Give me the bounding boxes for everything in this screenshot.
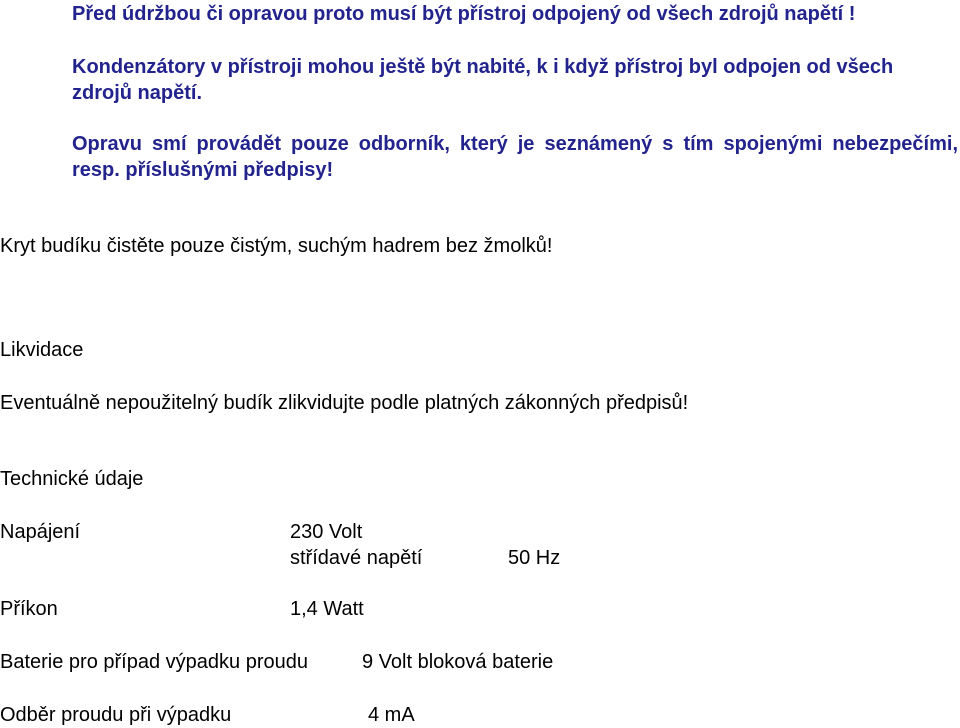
spec-outage-draw-label: Odběr proudu při výpadku xyxy=(0,704,232,726)
spec-consumption-value: 1,4 Watt xyxy=(290,598,364,620)
spec-backup-battery-label: Baterie pro případ výpadku proudu xyxy=(0,651,308,673)
disposal-text: Eventuálně nepoužitelný budík zlikvidujte podle platných zákonných předpisů! xyxy=(0,392,689,414)
spec-power-supply-label: Napájení xyxy=(0,521,81,543)
spec-outage-draw-value: 4 mA xyxy=(368,704,415,726)
specs-heading: Technické údaje xyxy=(0,468,144,490)
spec-power-supply-current-type: střídavé napětí xyxy=(290,547,423,569)
spec-power-supply-voltage: 230 Volt xyxy=(290,521,363,543)
cleaning-note: Kryt budíku čistěte pouze čistým, suchým hadrem bez žmolků! xyxy=(0,235,553,257)
safety-note-repair: Opravu smí provádět pouze odborník, který je seznámený s tím spojenými nebezpečími, resp. příslušnými předpisy! xyxy=(72,133,958,181)
spec-backup-battery-value: 9 Volt bloková baterie xyxy=(362,651,554,673)
spec-power-supply-frequency: 50 Hz xyxy=(508,547,561,569)
spec-consumption-label: Příkon xyxy=(0,598,58,620)
safety-note-capacitors: Kondenzátory v přístroji mohou ještě být nabité, k i když přístroj byl odpojen od všech zdrojů napětí. xyxy=(72,56,894,104)
safety-note-disconnect: Před údržbou či opravou proto musí být přístroj odpojený od všech zdrojů napětí ! xyxy=(72,3,856,25)
disposal-heading: Likvidace xyxy=(0,339,84,361)
